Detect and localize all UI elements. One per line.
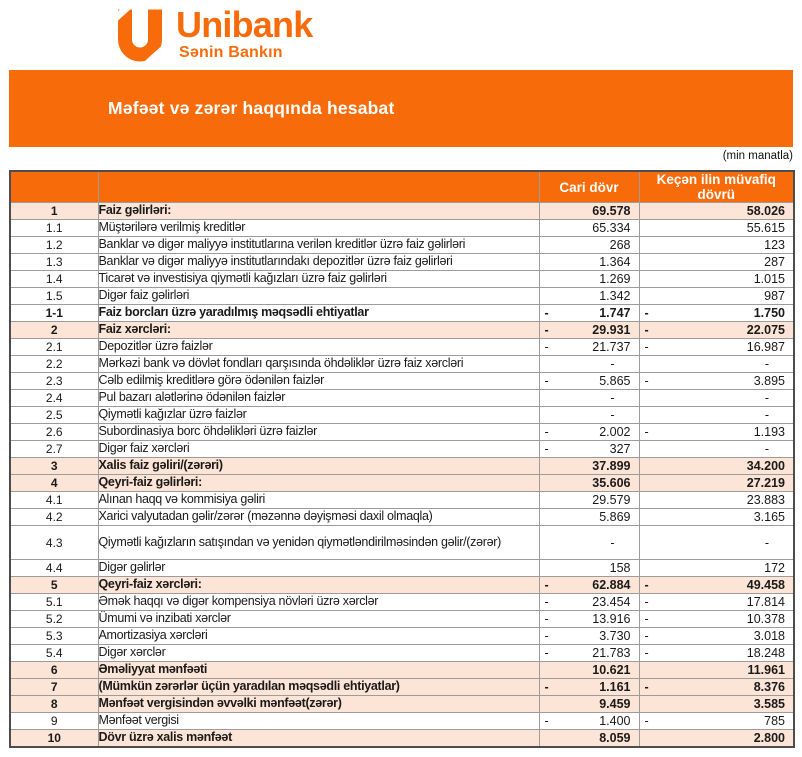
- negative-sign: -: [644, 612, 649, 626]
- row-value-cell: [539, 254, 639, 271]
- value-number: 8.059: [599, 730, 631, 745]
- row-value-cell: [639, 441, 794, 458]
- row-value-cell: [539, 390, 639, 407]
- row-value-cell: [539, 679, 639, 696]
- row-value-cell: [639, 492, 794, 509]
- zero-dash: -: [764, 535, 769, 550]
- table-row: [10, 594, 794, 611]
- value-number: 1.364: [599, 255, 631, 269]
- value-number: 987: [764, 289, 785, 303]
- row-value-cell: [539, 220, 639, 237]
- table-row: [10, 254, 794, 271]
- row-value-cell: [639, 322, 794, 339]
- row-label: Xarici valyutadan gəlir/zərər (məzənnə dəyişməsi daxil olmaqla): [98, 509, 539, 526]
- negative-sign: -: [644, 340, 649, 354]
- header-cell-current: Cari dövr: [539, 171, 639, 203]
- row-label: Ticarət və investisiya qiymətli kağızları üzrə faiz gəlirləri: [98, 271, 539, 288]
- row-number: 2.2: [10, 356, 98, 373]
- zero-dash: -: [764, 442, 769, 456]
- table-row: [10, 526, 794, 560]
- table-row: [10, 339, 794, 356]
- negative-sign: -: [644, 629, 649, 643]
- row-value-cell: [539, 458, 639, 475]
- negative-sign: -: [544, 323, 549, 337]
- negative-sign: -: [644, 714, 649, 728]
- zero-dash: -: [764, 408, 769, 422]
- value-number: 2.002: [599, 425, 631, 439]
- row-value-cell: [639, 203, 794, 220]
- row-label: (Mümkün zərərlər üçün yaradılan məqsədli ehtiyatlar): [98, 679, 539, 696]
- table-row: [10, 203, 794, 220]
- row-label: Subordinasiya borc öhdəlikləri üzrə faizlər: [98, 424, 539, 441]
- table-row: [10, 492, 794, 509]
- table-row: [10, 679, 794, 696]
- negative-sign: -: [644, 680, 649, 694]
- row-value-cell: [639, 356, 794, 373]
- row-label: Faiz gəlirləri:: [98, 203, 539, 220]
- row-value-cell: [539, 339, 639, 356]
- value-number: 18.248: [746, 646, 785, 660]
- negative-sign: -: [544, 425, 549, 439]
- row-label: Dövr üzrə xalis mənfəət: [98, 730, 539, 747]
- row-label: Alınan haqq və kommisiya gəliri: [98, 492, 539, 509]
- row-value-cell: [539, 696, 639, 713]
- row-label: Əməliyyat mənfəəti: [98, 662, 539, 679]
- value-number: 1.342: [599, 289, 631, 303]
- negative-sign: -: [544, 646, 549, 660]
- value-number: 785: [764, 714, 785, 728]
- row-number: 7: [10, 679, 98, 696]
- row-label: Qiymətli kağızlar üzrə faizlər: [98, 407, 539, 424]
- row-value-cell: [539, 662, 639, 679]
- row-label: Qeyri-faiz xərcləri:: [98, 577, 539, 594]
- row-value-cell: [539, 730, 639, 747]
- row-value-cell: [639, 577, 794, 594]
- header-cell-label: [98, 171, 539, 203]
- value-number: 3.730: [599, 629, 631, 643]
- row-label: Qeyri-faiz gəlirləri:: [98, 475, 539, 492]
- row-label: Faiz borcları üzrə yaradılmış məqsədli ehtiyatlar: [98, 305, 539, 322]
- row-value-cell: [539, 611, 639, 628]
- row-value-cell: [639, 254, 794, 271]
- row-value-cell: [539, 407, 639, 424]
- row-value-cell: [639, 594, 794, 611]
- row-number: 2.1: [10, 339, 98, 356]
- value-number: 27.219: [746, 476, 785, 490]
- row-value-cell: [639, 424, 794, 441]
- row-value-cell: [639, 645, 794, 662]
- value-number: 35.606: [592, 476, 631, 490]
- row-value-cell: [539, 441, 639, 458]
- row-label: Pul bazarı alətlərinə ödənilən faizlər: [98, 390, 539, 407]
- table-row: [10, 645, 794, 662]
- value-number: 9.459: [599, 697, 631, 711]
- row-value-cell: [539, 577, 639, 594]
- row-value-cell: [639, 628, 794, 645]
- row-number: 4.2: [10, 509, 98, 526]
- negative-sign: -: [544, 374, 549, 388]
- row-number: 2.7: [10, 441, 98, 458]
- row-value-cell: [539, 526, 639, 560]
- value-number: 1.015: [753, 272, 785, 286]
- table-row: [10, 356, 794, 373]
- row-value-cell: [639, 407, 794, 424]
- value-number: 5.865: [599, 374, 631, 388]
- row-value-cell: [639, 679, 794, 696]
- row-number: 5.3: [10, 628, 98, 645]
- row-number: 2: [10, 322, 98, 339]
- header-row: [10, 171, 794, 203]
- row-value-cell: [539, 509, 639, 526]
- negative-sign: -: [544, 578, 549, 592]
- row-label: Digər xərclər: [98, 645, 539, 662]
- row-label: Mərkəzi bank və dövlət fondları qarşısında öhdəliklər üzrə faiz xərcləri: [98, 356, 539, 373]
- row-value-cell: [539, 203, 639, 220]
- value-number: 3.585: [753, 697, 785, 711]
- row-value-cell: [639, 339, 794, 356]
- negative-sign: -: [544, 629, 549, 643]
- row-value-cell: [639, 475, 794, 492]
- row-value-cell: [539, 356, 639, 373]
- row-number: 9: [10, 713, 98, 730]
- negative-sign: -: [544, 680, 549, 694]
- value-number: 37.899: [592, 459, 631, 473]
- table-row: [10, 237, 794, 254]
- row-value-cell: [539, 237, 639, 254]
- row-label: Amortizasiya xərcləri: [98, 628, 539, 645]
- negative-sign: -: [644, 306, 649, 320]
- brand-tagline: Sənin Bankın: [179, 44, 283, 61]
- unit-note: (min manatla): [722, 150, 793, 162]
- table-row: [10, 577, 794, 594]
- value-number: 287: [764, 255, 785, 269]
- value-number: 327: [609, 442, 631, 456]
- table-row: [10, 458, 794, 475]
- table-row: [10, 390, 794, 407]
- row-label: Digər faiz gəlirləri: [98, 288, 539, 305]
- negative-sign: -: [644, 646, 649, 660]
- row-number: 1.1: [10, 220, 98, 237]
- zero-dash: -: [764, 357, 769, 371]
- row-label: Digər faiz xərcləri: [98, 441, 539, 458]
- table-row: [10, 475, 794, 492]
- report-table-wrap: [9, 170, 793, 748]
- row-value-cell: [639, 373, 794, 390]
- value-number: 62.884: [592, 578, 631, 592]
- report-title: Məfəət və zərər haqqında hesabat: [108, 98, 395, 118]
- table-row: [10, 730, 794, 747]
- row-label: Cəlb edilmiş kreditlərə görə ödənilən faizlər: [98, 373, 539, 390]
- negative-sign: -: [644, 374, 649, 388]
- table-row: [10, 713, 794, 730]
- row-label: Əmək haqqı və digər kompensiya növləri üzrə xərclər: [98, 594, 539, 611]
- row-value-cell: [639, 730, 794, 747]
- row-number: 3: [10, 458, 98, 475]
- table-row: [10, 696, 794, 713]
- row-value-cell: [539, 373, 639, 390]
- row-number: 1-1: [10, 305, 98, 322]
- negative-sign: -: [644, 595, 649, 609]
- row-number: 2.5: [10, 407, 98, 424]
- value-number: 2.800: [753, 730, 785, 745]
- row-number: 8: [10, 696, 98, 713]
- value-number: 1.193: [753, 425, 785, 439]
- report-table: [9, 170, 795, 748]
- row-value-cell: [639, 288, 794, 305]
- table-row: [10, 424, 794, 441]
- table-row: [10, 662, 794, 679]
- value-number: 23.454: [592, 595, 631, 609]
- row-value-cell: [639, 713, 794, 730]
- row-label: Ümumi və inzibati xərclər: [98, 611, 539, 628]
- row-label: Digər gəlirlər: [98, 560, 539, 577]
- row-value-cell: [539, 271, 639, 288]
- row-value-cell: [539, 424, 639, 441]
- negative-sign: -: [544, 714, 549, 728]
- row-label: Faiz xərcləri:: [98, 322, 539, 339]
- row-value-cell: [639, 662, 794, 679]
- row-label: Mənfəət vergisindən əvvəlki mənfəət(zərər): [98, 696, 539, 713]
- value-number: 123: [764, 238, 785, 252]
- value-number: 268: [609, 238, 631, 252]
- row-value-cell: [639, 509, 794, 526]
- row-label: Qiymətli kağızların satışından və yenidən qiymətləndirilməsindən gəlir/(zərər): [98, 526, 539, 560]
- value-number: 65.334: [592, 221, 631, 235]
- row-label: Banklar və digər maliyyə institutlarındakı depozitlər üzrə faiz gəlirləri: [98, 254, 539, 271]
- table-row: [10, 220, 794, 237]
- row-value-cell: [639, 458, 794, 475]
- table-row: [10, 611, 794, 628]
- value-number: 8.376: [753, 680, 785, 694]
- row-number: 5: [10, 577, 98, 594]
- value-number: 16.987: [746, 340, 785, 354]
- row-value-cell: [539, 305, 639, 322]
- row-value-cell: [639, 390, 794, 407]
- value-number: 21.783: [592, 646, 631, 660]
- negative-sign: -: [544, 340, 549, 354]
- row-number: 4.1: [10, 492, 98, 509]
- value-number: 3.018: [753, 629, 785, 643]
- table-row: [10, 407, 794, 424]
- zero-dash: -: [610, 408, 615, 422]
- row-value-cell: [539, 628, 639, 645]
- row-value-cell: [539, 713, 639, 730]
- table-row: [10, 560, 794, 577]
- value-number: 49.458: [746, 578, 785, 592]
- row-value-cell: [639, 220, 794, 237]
- value-number: 158: [609, 561, 631, 575]
- row-number: 1.4: [10, 271, 98, 288]
- row-number: 5.4: [10, 645, 98, 662]
- row-value-cell: [539, 475, 639, 492]
- value-number: 58.026: [746, 204, 785, 218]
- row-value-cell: [639, 305, 794, 322]
- row-number: 1.2: [10, 237, 98, 254]
- value-number: 1.400: [599, 714, 631, 728]
- brand-name: Unibank: [176, 4, 313, 45]
- table-row: [10, 305, 794, 322]
- value-number: 10.378: [746, 612, 785, 626]
- report-table-header: [10, 171, 794, 203]
- value-number: 55.615: [746, 221, 785, 235]
- unibank-u-icon: [116, 8, 164, 64]
- negative-sign: -: [544, 612, 549, 626]
- value-number: 23.883: [746, 493, 785, 507]
- report-title-banner: [9, 70, 793, 147]
- value-number: 29.931: [592, 323, 631, 337]
- value-number: 3.895: [753, 374, 785, 388]
- zero-dash: -: [610, 357, 615, 371]
- value-number: 1.161: [599, 680, 631, 694]
- value-number: 69.578: [592, 204, 631, 218]
- table-row: [10, 628, 794, 645]
- table-row: [10, 373, 794, 390]
- row-label: Xalis faiz gəliri/(zərəri): [98, 458, 539, 475]
- table-row: [10, 322, 794, 339]
- zero-dash: -: [610, 391, 615, 405]
- row-value-cell: [539, 594, 639, 611]
- report-table-body: [10, 203, 794, 747]
- negative-sign: -: [644, 323, 649, 337]
- row-number: 4.3: [10, 526, 98, 560]
- row-value-cell: [639, 526, 794, 560]
- table-row: [10, 441, 794, 458]
- value-number: 1.750: [753, 306, 785, 320]
- value-number: 3.165: [753, 510, 785, 524]
- row-number: 2.6: [10, 424, 98, 441]
- row-value-cell: [639, 271, 794, 288]
- value-number: 1.269: [599, 272, 631, 286]
- row-value-cell: [639, 611, 794, 628]
- row-label: Banklar və digər maliyyə institutlarına verilən kreditlər üzrə faiz gəlirləri: [98, 237, 539, 254]
- value-number: 11.961: [747, 663, 785, 677]
- value-number: 1.747: [599, 306, 631, 320]
- row-number: 6: [10, 662, 98, 679]
- row-number: 5.1: [10, 594, 98, 611]
- row-value-cell: [539, 288, 639, 305]
- row-value-cell: [539, 492, 639, 509]
- row-number: 1.5: [10, 288, 98, 305]
- row-number: 10: [10, 730, 98, 747]
- row-label: Müştərilərə verilmiş kreditlər: [98, 220, 539, 237]
- row-value-cell: [539, 560, 639, 577]
- row-number: 5.2: [10, 611, 98, 628]
- value-number: 13.916: [592, 612, 631, 626]
- header-cell-no: [10, 171, 98, 203]
- row-value-cell: [639, 237, 794, 254]
- row-value-cell: [539, 322, 639, 339]
- header-cell-previous: Keçən ilin müvafiq dövrü: [639, 171, 794, 203]
- row-number: 4: [10, 475, 98, 492]
- value-number: 34.200: [746, 459, 785, 473]
- value-number: 5.869: [599, 510, 631, 524]
- value-number: 29.579: [592, 493, 631, 507]
- value-number: 21.737: [592, 340, 631, 354]
- row-value-cell: [539, 645, 639, 662]
- negative-sign: -: [644, 425, 649, 439]
- zero-dash: -: [610, 535, 615, 550]
- value-number: 17.814: [746, 595, 785, 609]
- negative-sign: -: [544, 306, 549, 320]
- table-row: [10, 271, 794, 288]
- row-label: Depozitlər üzrə faizlər: [98, 339, 539, 356]
- row-value-cell: [639, 696, 794, 713]
- row-number: 1.3: [10, 254, 98, 271]
- value-number: 22.075: [746, 323, 785, 337]
- row-number: 1: [10, 203, 98, 220]
- value-number: 10.621: [592, 663, 631, 677]
- row-value-cell: [639, 560, 794, 577]
- table-row: [10, 288, 794, 305]
- negative-sign: -: [544, 442, 549, 456]
- row-number: 4.4: [10, 560, 98, 577]
- value-number: 172: [764, 561, 785, 575]
- row-number: 2.3: [10, 373, 98, 390]
- row-number: 2.4: [10, 390, 98, 407]
- row-label: Mənfəət vergisi: [98, 713, 539, 730]
- negative-sign: -: [644, 578, 649, 592]
- table-row: [10, 509, 794, 526]
- zero-dash: -: [764, 391, 769, 405]
- negative-sign: -: [544, 595, 549, 609]
